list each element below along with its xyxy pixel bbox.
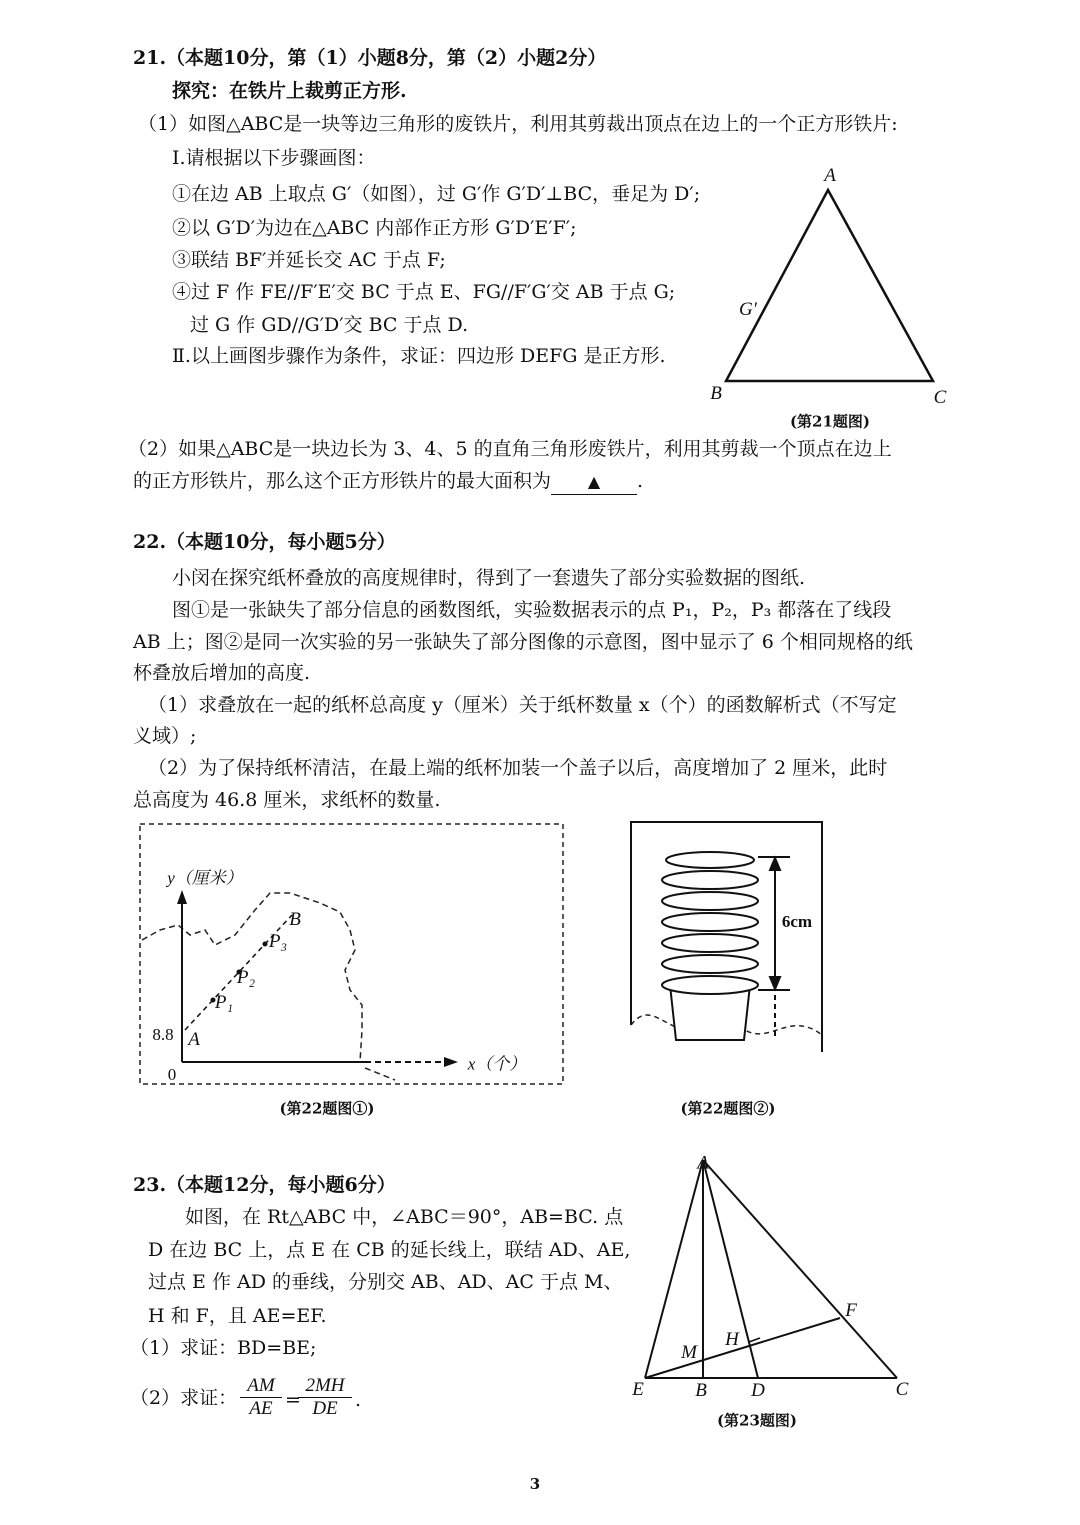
- fig23-caption: (第23题图): [716, 1411, 798, 1430]
- label-p3: P₃: [268, 931, 288, 952]
- label-b: B: [695, 1380, 707, 1401]
- fig22-1-caption: (第22题图①): [279, 1099, 375, 1118]
- label-b: B: [289, 909, 301, 930]
- label-c: C: [895, 1379, 909, 1400]
- label-a: A: [824, 165, 836, 186]
- height-label: 6cm: [781, 912, 813, 931]
- label-b: B: [710, 383, 722, 404]
- label-p1: P₁: [214, 992, 234, 1013]
- q21-header: 21.（本题10分，第（1）小题8分，第（2）小题2分）: [133, 47, 607, 69]
- label-f: F: [845, 1300, 857, 1321]
- numerator: 2MH: [298, 1375, 352, 1398]
- fig22-2-caption: (第22题图②): [680, 1099, 776, 1118]
- fraction-am-ae: [240, 1375, 282, 1420]
- label-h: H: [725, 1329, 739, 1350]
- q23-part2-prefix: （2）求证：: [130, 1387, 238, 1409]
- denominator: DE: [312, 1398, 338, 1419]
- q21-prove: Ⅱ.以上画图步骤作为条件，求证：四边形 DEFG 是正方形.: [172, 345, 666, 367]
- q21-part2: （2）如果△ABC是一块边长为 3、4、5 的直角三角形废铁片，利用其剪裁一个顶点在边上: [128, 438, 892, 460]
- q21-step: ③联结 BF′并延长交 AC 于点 F;: [172, 249, 446, 271]
- fraction-2mh-de: [298, 1375, 352, 1420]
- q22-line: AB 上；图②是同一次实验的另一张缺失了部分图像的示意图，图中显示了 6 个相同规格的纸: [133, 631, 913, 653]
- torn-edge: [142, 893, 395, 1080]
- equals-sign: =: [285, 1389, 301, 1411]
- q23-header: 23.（本题12分，每小题6分）: [133, 1174, 396, 1196]
- q23-line: D 在边 BC 上，点 E 在 CB 的延长线上，联结 AD、AE,: [148, 1239, 631, 1261]
- q22-part2: （2）为了保持纸杯清洁，在最上端的纸杯加装一个盖子以后，高度增加了 2 厘米，此时: [148, 757, 888, 779]
- cup-stack: [662, 852, 758, 1040]
- q23-line: 过点 E 作 AD 的垂线，分别交 AB、AD、AC 于点 M、: [148, 1271, 623, 1293]
- label-a: A: [188, 1029, 200, 1050]
- q21-part2-text: 的正方形铁片，那么这个正方形铁片的最大面积为: [133, 470, 552, 492]
- period: .: [637, 470, 644, 492]
- x-axis-arrow: [444, 1057, 458, 1067]
- label-m: M: [681, 1342, 697, 1363]
- denominator: AE: [249, 1398, 273, 1419]
- q21-step: ①在边 AB 上取点 G′（如图），过 G′作 G′D′⊥BC，垂足为 D′;: [172, 183, 701, 205]
- q22-part2-cont: 总高度为 46.8 厘米，求纸杯的数量.: [133, 789, 441, 811]
- origin-label: 0: [167, 1065, 177, 1084]
- height-arrow: [758, 857, 790, 1040]
- fig21-caption: (第21题图): [789, 412, 871, 431]
- q21-step: ②以 G′D′为边在△ABC 内部作正方形 G′D′E′F′;: [172, 217, 577, 239]
- label-c: C: [933, 387, 947, 408]
- q22-line: 图①是一张缺失了部分信息的函数图纸，实验数据表示的点 P₁，P₂，P₃ 都落在了线段: [172, 599, 892, 621]
- q22-line: 杯叠放后增加的高度.: [133, 662, 311, 684]
- label-e: E: [632, 1379, 644, 1400]
- label-g-prime: G′: [739, 299, 757, 320]
- q22-header: 22.（本题10分，每小题5分）: [133, 531, 396, 553]
- page-number: 3: [529, 1475, 541, 1493]
- q21-step: ④过 F 作 FE//F′E′交 BC 于点 E、FG//F′G′交 AB 于点 G;: [172, 281, 676, 303]
- point-p3: [263, 942, 268, 947]
- x-axis-label: x（个）: [467, 1054, 527, 1074]
- q23-part1: （1）求证：BD=BE;: [130, 1337, 317, 1359]
- y-axis-label: y（厘米）: [167, 868, 243, 888]
- q22-part1-cont: 义域）;: [133, 725, 197, 747]
- label-a: A: [697, 1152, 709, 1174]
- answer-blank: ▲: [551, 470, 637, 495]
- triangle-abc: [726, 190, 933, 381]
- q23-line: H 和 F，且 AE=EF.: [148, 1305, 327, 1327]
- period: .: [355, 1389, 362, 1411]
- q21-step-title: Ⅰ.请根据以下步骤画图：: [172, 147, 376, 169]
- label-p2: P₂: [236, 967, 256, 988]
- y-axis-arrow: [177, 890, 187, 904]
- q22-line: 小闵在探究纸杯叠放的高度规律时，得到了一套遗失了部分实验数据的图纸.: [172, 567, 806, 589]
- y-intercept-label: 8.8: [152, 1025, 174, 1044]
- q23-line: 如图，在 Rt△ABC 中，∠ABC＝90°，AB=BC. 点: [185, 1206, 624, 1228]
- numerator: AM: [240, 1375, 282, 1398]
- q21-intro: 探究：在铁片上裁剪正方形.: [172, 80, 407, 102]
- label-d: D: [751, 1380, 765, 1401]
- q21-step: 过 G 作 GD//G′D′交 BC 于点 D.: [190, 314, 469, 336]
- q21-part1: （1）如图△ABC是一块等边三角形的废铁片，利用其剪裁出顶点在边上的一个正方形铁片:: [138, 113, 898, 135]
- q22-part1: （1）求叠放在一起的纸杯总高度 y（厘米）关于纸杯数量 x（个）的函数解析式（不写定: [148, 694, 897, 716]
